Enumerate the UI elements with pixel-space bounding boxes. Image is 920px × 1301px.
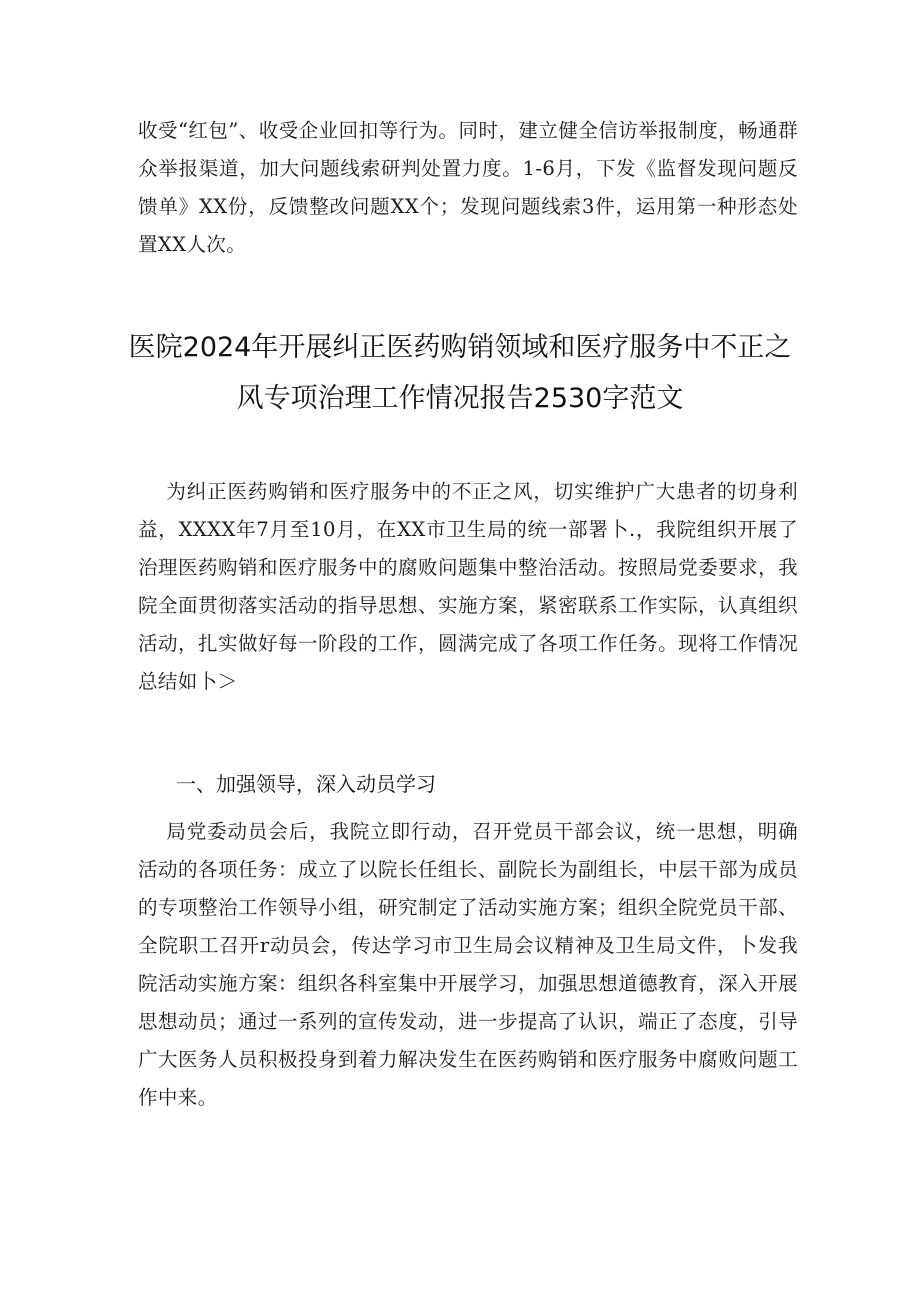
document-title: 医院2024年开展纠正医药购销领域和医疗服务中不正之风专项治理工作情况报告2530字范文 (128, 332, 792, 414)
body-paragraph-2: 局党委动员会后，我院立即行动，召开党员干部会议，统一思想，明确活动的各项任务：成立了以院长任组长、副院长为副组长，中层干部为成员的专项整治工作领导小组，研究制定了活动实施方案；组织全院党员干部、全院职工召开r动员会，传达学习市卫生局会议精神及卫生局文件，卜发我院活动实施方案：组织各科室集中开展学习，加强思想道德教育，深入开展思想动员；通过一系列的宣传发动，进一步提高了认识，端正了态度，引导广大医务人员积极投身到着力解决发生在医药购销和医疗服务中腐败问题工作中来。 (138, 820, 798, 1109)
intro-paragraph: 收受“红包”、收受企业回扣等行为。同时，建立健全信访举报制度，畅通群众举报渠道，加大问题线索研判处置力度。1-6月，下发《监督发现问题反馈单》XX份，反馈整改问题XX个；发现问题线索3件，运用第一种形态处置XX人次。 (138, 119, 798, 256)
body-paragraph-1: 为纠正医药购销和医疗服务中的不正之风，切实维护广大患者的切身利益，XXXX年7月至10月，在XX市卫生局的统一部署卜.，我院组织开展了治理医药购销和医疗服务中的腐败问题集中整治活动。按照局党委要求，我院全面贯彻落实活动的指导思想、实施方案，紧密联系工作实际，认真组织活动，扎实做好每一阶段的工作，圆满完成了各项工作任务。现将工作情况总结如卜＞ (138, 480, 798, 693)
section-heading-1: 一、加强领导，深入动员学习 (176, 772, 436, 796)
